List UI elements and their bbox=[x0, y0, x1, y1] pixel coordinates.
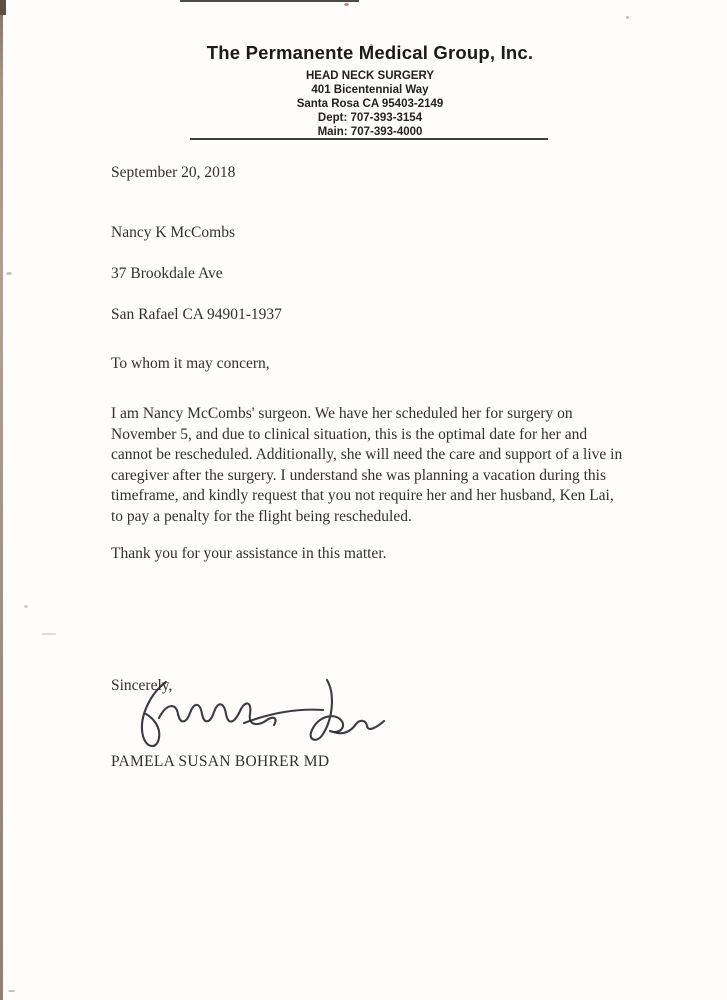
recipient-address-block bbox=[111, 202, 282, 346]
scan-speck bbox=[24, 605, 28, 608]
signer-name: PAMELA SUSAN BOHRER MD bbox=[111, 753, 330, 770]
closing-line: Thank you for your assistance in this matter. bbox=[111, 545, 387, 562]
handwritten-signature bbox=[126, 670, 388, 758]
scan-corner-artifact bbox=[0, 0, 6, 15]
organization-name: The Permanente Medical Group, Inc. bbox=[206, 42, 534, 63]
department-name: HEAD NECK SURGERY bbox=[305, 70, 434, 82]
letterhead bbox=[40, 42, 700, 139]
scan-edge-shadow bbox=[0, 0, 3, 1000]
scan-speck bbox=[6, 272, 12, 275]
letter-date: September 20, 2018 bbox=[111, 164, 236, 181]
salutation: To whom it may concern, bbox=[111, 355, 270, 372]
scan-speck bbox=[626, 16, 629, 19]
recipient-name: Nancy K McCombs bbox=[111, 223, 235, 241]
letterhead-divider bbox=[190, 138, 548, 140]
scan-speck bbox=[8, 990, 15, 992]
address-line-1: 401 Bicentennial Way bbox=[311, 84, 429, 96]
scan-speck bbox=[42, 633, 56, 635]
address-line-2: Santa Rosa CA 95403-2149 bbox=[296, 98, 444, 110]
recipient-city: San Rafael CA 94901-1937 bbox=[111, 305, 282, 323]
scan-speck bbox=[344, 3, 349, 6]
valediction: Sincerely, bbox=[111, 677, 173, 694]
recipient-street: 37 Brookdale Ave bbox=[111, 264, 223, 282]
main-phone: Main: 707-393-4000 bbox=[317, 126, 423, 138]
body-paragraph: I am Nancy McCombs' surgeon. We have her scheduled her for surgery on November 5, and due to clinical situation, this is the optimal date for her and cannot be rescheduled. Additionally, she will need the care and support of a live in caregiver after the surgery. I understand she was planning a vacation during this timeframe, and kindly request that you not require her and her husband, Ken Lai, to pay a penalty for the flight being rescheduled. bbox=[111, 405, 623, 525]
scan-top-bar-artifact bbox=[180, 0, 359, 2]
signature-ink-icon bbox=[126, 670, 388, 758]
dept-phone: Dept: 707-393-3154 bbox=[317, 112, 423, 124]
